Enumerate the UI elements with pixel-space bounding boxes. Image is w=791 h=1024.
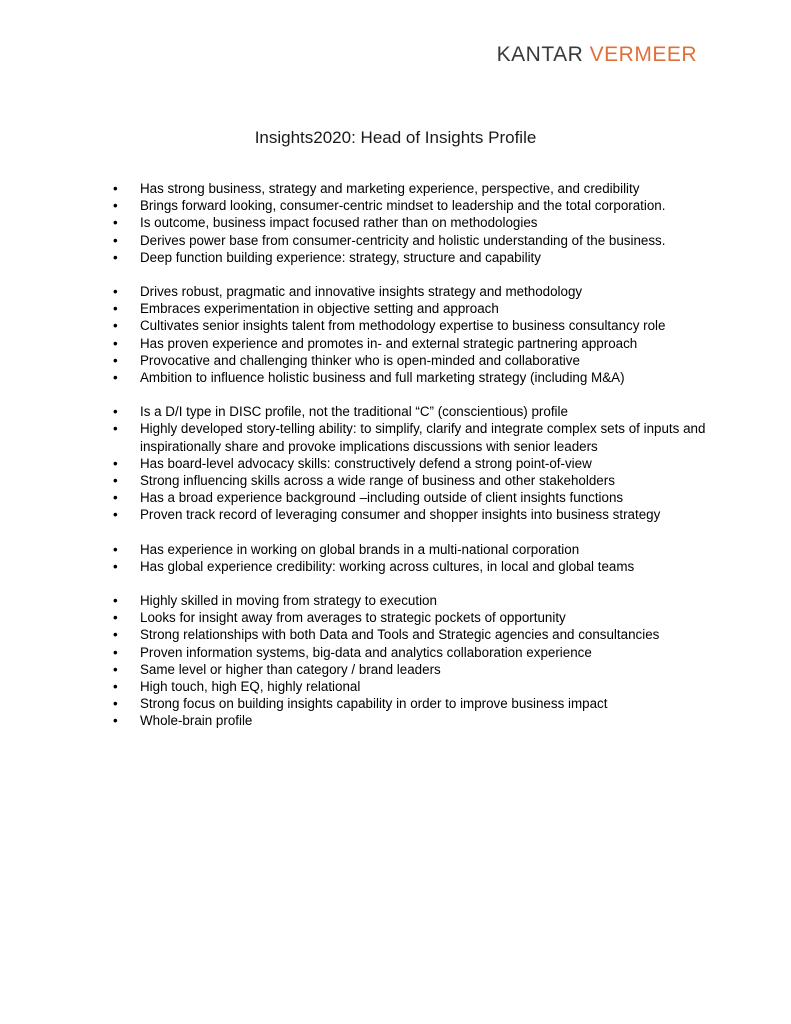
list-item-text: Derives power base from consumer-centricity and holistic understanding of the business.: [140, 232, 666, 248]
list-item-text: Cultivates senior insights talent from methodology expertise to business consultancy role: [140, 318, 666, 334]
list-item-text: Has board-level advocacy skills: constructively defend a strong point-of-view: [140, 455, 592, 471]
list-item: [113, 249, 713, 266]
list-item-text: Drives robust, pragmatic and innovative insights strategy and methodology: [140, 284, 583, 300]
bullet-group: [113, 592, 713, 730]
profile-list: [113, 180, 713, 747]
list-item-text: Has a broad experience background –including outside of client insights functions: [140, 490, 624, 506]
list-item: [113, 369, 713, 386]
bullet-icon: •: [113, 370, 118, 386]
list-item: [113, 695, 713, 712]
bullet-icon: •: [113, 455, 118, 471]
bullet-icon: •: [113, 215, 118, 231]
list-item-text: Is a D/I type in DISC profile, not the traditional “C” (conscientious) profile: [140, 404, 568, 420]
list-item-text: Strong focus on building insights capability in order to improve business impact: [140, 696, 608, 712]
bullet-icon: •: [113, 593, 118, 609]
list-item: [113, 626, 713, 643]
bullet-icon: •: [113, 232, 118, 248]
list-item: [113, 541, 713, 558]
bullet-group: [113, 283, 713, 386]
bullet-icon: •: [113, 679, 118, 695]
list-item: [113, 455, 713, 472]
list-item: [113, 317, 713, 334]
list-item: [113, 214, 713, 231]
bullet-icon: •: [113, 181, 118, 196]
list-item: [113, 197, 713, 214]
list-item-text: Embraces experimentation in objective setting and approach: [140, 301, 499, 317]
list-item: [113, 300, 713, 317]
list-item: [113, 472, 713, 489]
list-item-text: Highly skilled in moving from strategy to execution: [140, 593, 437, 609]
logo-vermeer: VERMEER: [589, 43, 697, 66]
bullet-icon: •: [113, 644, 118, 660]
list-item-text: Is outcome, business impact focused rather than on methodologies: [140, 215, 538, 231]
list-item-text: Ambition to influence holistic business and full marketing strategy (including M&A): [140, 370, 625, 386]
list-item-text: Same level or higher than category / brand leaders: [140, 661, 441, 677]
bullet-icon: •: [113, 507, 118, 523]
list-item: [113, 489, 713, 506]
list-item-text: Provocative and challenging thinker who is open-minded and collaborative: [140, 352, 580, 368]
list-item: [113, 180, 713, 197]
bullet-icon: •: [113, 558, 118, 574]
list-item: [113, 335, 713, 352]
list-item: [113, 678, 713, 695]
list-item-text: Proven track record of leveraging consumer and shopper insights into business strategy: [140, 507, 661, 523]
bullet-icon: •: [113, 627, 118, 643]
bullet-icon: •: [113, 661, 118, 677]
list-item-text: Has global experience credibility: working across cultures, in local and global teams: [140, 558, 635, 574]
bullet-icon: •: [113, 610, 118, 626]
bullet-icon: •: [113, 696, 118, 712]
bullet-icon: •: [113, 473, 118, 489]
list-item-text: Deep function building experience: strategy, structure and capability: [140, 249, 541, 265]
bullet-icon: •: [113, 404, 118, 420]
list-item-text: Has proven experience and promotes in- and external strategic partnering approach: [140, 335, 638, 351]
bullet-group: [113, 403, 713, 523]
list-item-text: Looks for insight away from averages to strategic pockets of opportunity: [140, 610, 566, 626]
list-item-text: Strong influencing skills across a wide range of business and other stakeholders: [140, 473, 615, 489]
list-item: [113, 592, 713, 609]
list-item: [113, 232, 713, 249]
bullet-icon: •: [113, 198, 118, 214]
bullet-icon: •: [113, 541, 118, 557]
kantar-vermeer-logo: [497, 43, 697, 67]
list-item: [113, 644, 713, 661]
bullet-icon: •: [113, 301, 118, 317]
list-item: [113, 403, 713, 420]
list-item: [113, 352, 713, 369]
page-title: Insights2020: Head of Insights Profile: [254, 128, 537, 147]
list-item-text: Highly developed story-telling ability: to simplify, clarify and integrate complex sets of inputs and inspirationally share and provoke implications discussions with senior leaders: [140, 421, 706, 454]
list-item-text: Brings forward looking, consumer-centric mindset to leadership and the total corporation.: [140, 198, 666, 214]
list-item: [113, 661, 713, 678]
list-item: [113, 712, 713, 729]
list-item-text: Has experience in working on global brands in a multi-national corporation: [140, 541, 580, 557]
list-item-text: Has strong business, strategy and marketing experience, perspective, and credibility: [140, 181, 640, 196]
logo-kantar: KANTAR: [496, 43, 584, 66]
list-item-text: Strong relationships with both Data and Tools and Strategic agencies and consultancies: [140, 627, 660, 643]
bullet-icon: •: [113, 318, 118, 334]
bullet-icon: •: [113, 421, 118, 437]
list-item: [113, 420, 713, 454]
list-item-text: Proven information systems, big-data and analytics collaboration experience: [140, 644, 592, 660]
list-item-text: Whole-brain profile: [140, 713, 253, 729]
list-item: [113, 506, 713, 523]
bullet-group: [113, 541, 713, 575]
bullet-group: [113, 180, 713, 266]
bullet-icon: •: [113, 335, 118, 351]
bullet-icon: •: [113, 249, 118, 265]
list-item: [113, 283, 713, 300]
bullet-icon: •: [113, 352, 118, 368]
list-item: [113, 558, 713, 575]
bullet-icon: •: [113, 490, 118, 506]
bullet-icon: •: [113, 713, 118, 729]
list-item: [113, 609, 713, 626]
bullet-icon: •: [113, 284, 118, 300]
list-item-text: High touch, high EQ, highly relational: [140, 679, 361, 695]
